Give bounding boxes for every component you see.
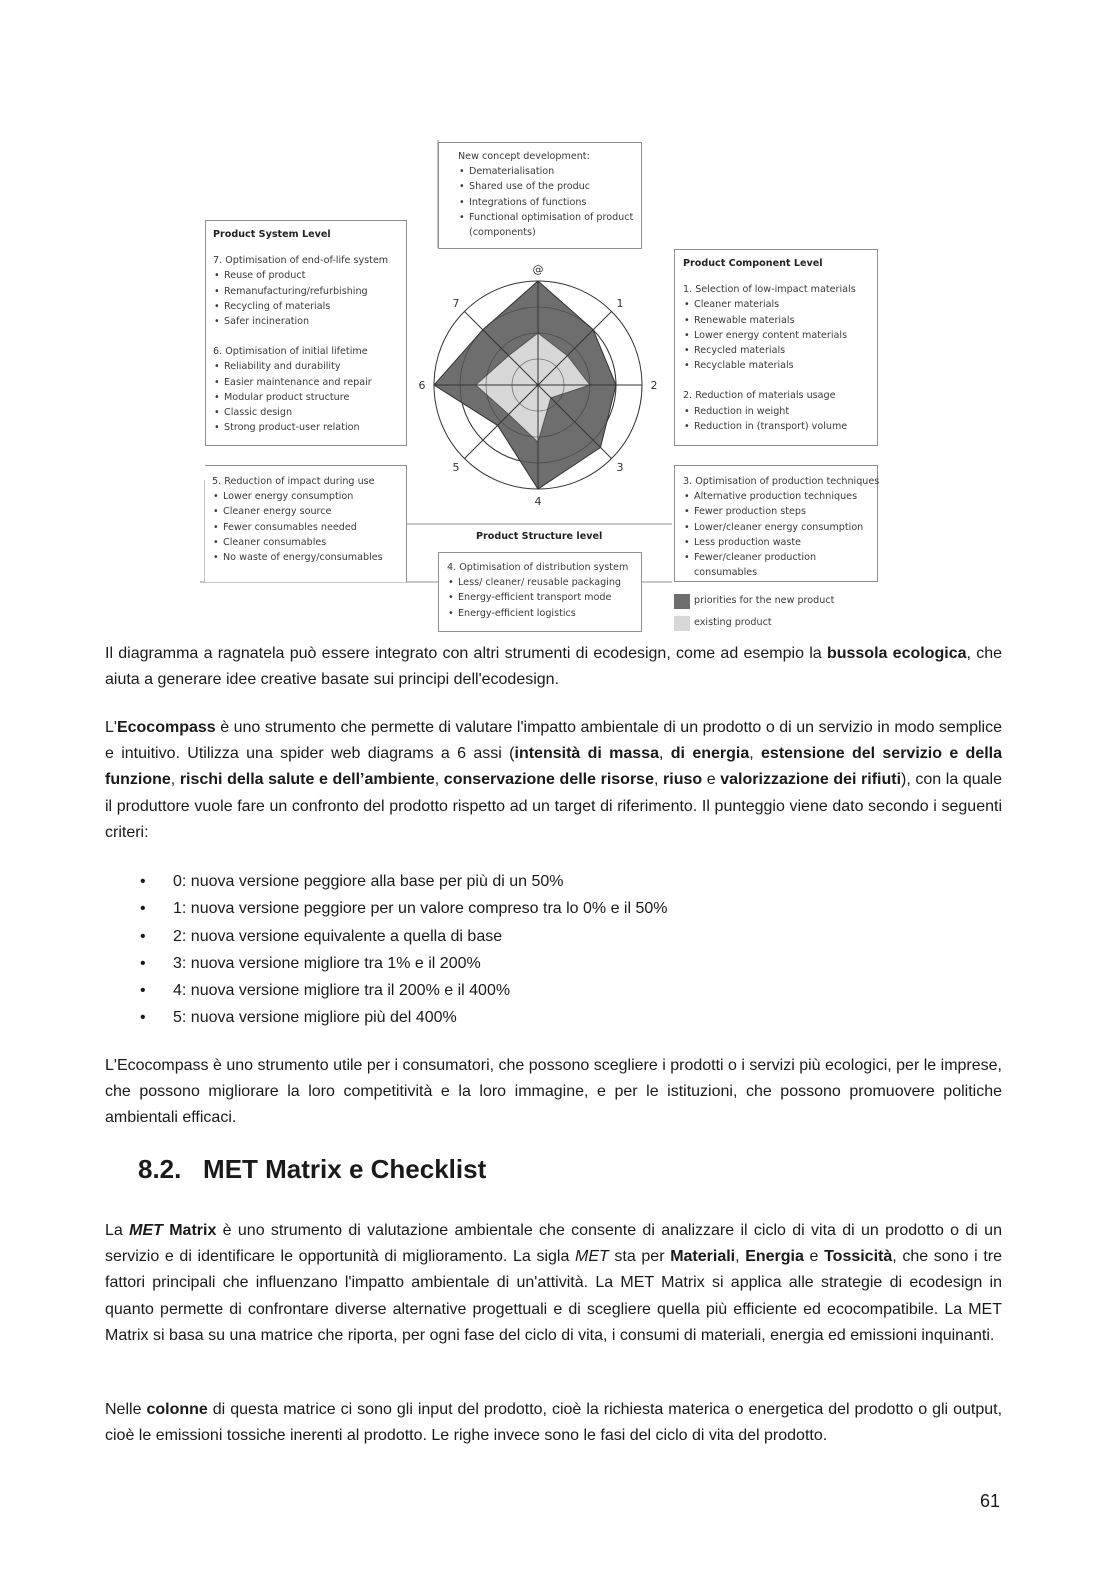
product-system-title: Product System Level	[213, 229, 331, 240]
text-run: e	[702, 771, 721, 789]
legend-swatch-new	[674, 594, 690, 609]
criteria-item: • 1: nuova versione peggiore per un valore compreso tra lo 0% e il 50%	[140, 895, 668, 922]
legend-label-new: priorities for the new product	[694, 595, 835, 606]
new-concept-item: • Shared use of the produc	[458, 179, 635, 194]
bold-run: Tossicità	[824, 1248, 893, 1266]
bold-run: Materiali	[670, 1248, 736, 1266]
paragraph-met-columns	[105, 1397, 1002, 1449]
bold-run: valorizzazione dei rifiuti	[720, 771, 902, 789]
group6-item: • Classic design	[213, 405, 400, 420]
use-impact-box	[205, 465, 407, 582]
bold-run: bussola ecologica	[826, 645, 967, 662]
group7-item: • Reuse of product	[213, 268, 400, 283]
group1-item: • Renewable materials	[683, 313, 871, 328]
paragraph-ecocompass-uses: L'Ecocompass è uno strumento utile per i consumatori, che possono scegliere i prodotti o i servizi più ecologici, per le imprese, che possono migliorare la loro competitività e la loro immagine, e per le istituzioni, che possono promuovere politiche ambientali efficaci.	[105, 1057, 1002, 1127]
bold-run: Matrix	[162, 1222, 217, 1239]
group3-title: 3. Optimisation of production techniques	[683, 476, 880, 487]
bold-run: di energia	[670, 745, 750, 763]
bold-run: Ecocompass	[116, 719, 216, 736]
production-box	[674, 465, 878, 582]
axis-label: 4	[534, 495, 542, 508]
group6-item: • Strong product-user relation	[213, 420, 400, 435]
group2-title: 2. Reduction of materials usage	[683, 390, 836, 402]
group5-item: • Cleaner energy source	[212, 504, 400, 519]
group6-title: 6. Optimisation of initial lifetime	[213, 346, 368, 358]
text-run: La	[105, 1222, 130, 1239]
group1-title: 1. Selection of low-impact materials	[683, 284, 856, 296]
group4-item: • Energy-efficient transport mode	[447, 590, 635, 605]
group5-item: • Fewer consumables needed	[212, 520, 400, 535]
text-run: ,	[653, 771, 664, 789]
bold-run: Energia	[745, 1248, 804, 1266]
axis-label: 6	[418, 379, 426, 392]
text-run: è uno strumento di valutazione ambientale che consente di analizzare il ciclo di vita di un prodotto o di un servizio e di identificare le opportunità di miglioramento. La sigla	[105, 1222, 1002, 1266]
group5-item: • No waste of energy/consumables	[212, 550, 400, 565]
bold-run: conservazione delle risorse	[443, 771, 654, 789]
group3-item: • Alternative production techniques	[683, 489, 871, 504]
group6-item: • Modular product structure	[213, 390, 400, 405]
bold-run: riuso	[663, 771, 703, 789]
text-run: è uno strumento che permette di valutare l'impatto ambientale di un prodotto o di un servizio in modo semplice e intuitivo. Utilizza una spider web diagrams a 6 assi (	[105, 719, 1002, 763]
lidi-spider-diagram	[200, 140, 890, 635]
text-run: sta per	[608, 1248, 671, 1266]
legend-label-existing: existing product	[694, 617, 772, 628]
text-run: Nelle	[105, 1401, 147, 1418]
new-concept-title: New concept development:	[458, 151, 590, 162]
product-system-box	[205, 220, 407, 446]
axis-label: 3	[616, 461, 624, 474]
group1-item: • Cleaner materials	[683, 297, 871, 312]
group1-item: • Recycled materials	[683, 343, 871, 358]
bold-run: estensione del servizio e della funzione	[105, 745, 1003, 789]
text-run: Il diagramma a ragnatela può essere integrato con altri strumenti di ecodesign, come ad esempio la	[105, 645, 827, 662]
paragraph-met-matrix	[105, 1218, 1002, 1349]
text-run: , che aiuta a generare idee creative basate sui principi dell'ecodesign.	[105, 645, 1002, 689]
group6-item: • Reliability and durability	[213, 359, 400, 374]
text-run: ,	[749, 745, 762, 763]
group3-item: • Fewer production steps	[683, 504, 871, 519]
new-concept-item: • Functional optimisation of product (components)	[458, 210, 635, 240]
group7-title: 7. Optimisation of end-of-life system	[213, 255, 389, 267]
group4-item: • Energy-efficient logistics	[447, 606, 635, 621]
new-concept-box	[438, 142, 642, 249]
product-component-title: Product Component Level	[683, 258, 823, 269]
group3-item: • Lower/cleaner energy consumption	[683, 520, 871, 535]
group7-item: • Recycling of materials	[213, 299, 400, 314]
bold-run: intensità di massa	[514, 745, 659, 763]
distribution-box	[438, 552, 642, 632]
criteria-item: • 0: nuova versione peggiore alla base per più di un 50%	[140, 868, 668, 895]
group1-item: • Recyclable materials	[683, 358, 871, 373]
group7-item: • Remanufacturing/refurbishing	[213, 284, 400, 299]
group4-title: 4. Optimisation of distribution system	[447, 562, 629, 573]
text-run: ), con la quale il produttore vuole fare un confronto del prodotto rispetto ad un target di riferimento. Il punteggio viene dato secondo i seguenti criteri:	[105, 771, 1002, 841]
criteria-item: • 3: nuova versione migliore tra 1% e il 200%	[140, 950, 668, 977]
text-run: ,	[170, 771, 180, 789]
group5-item: • Cleaner consumables	[212, 535, 400, 550]
text-run: L'	[105, 719, 117, 736]
group1-item: • Lower energy content materials	[683, 328, 871, 343]
product-component-box	[674, 249, 878, 446]
page-number: 61	[980, 1491, 1001, 1511]
group6-item: • Easier maintenance and repair	[213, 375, 400, 390]
group4-item: • Less/ cleaner/ reusable packaging	[447, 575, 635, 590]
axis-label: @	[532, 263, 544, 276]
spider-chart	[418, 260, 658, 510]
group3-item: • Less production waste	[683, 535, 871, 550]
bold-italic-run: MET	[129, 1222, 163, 1239]
text-run: ,	[659, 745, 671, 763]
group3-item: • Fewer/cleaner production consumables	[683, 550, 871, 580]
criteria-list	[140, 868, 668, 1032]
criteria-item: • 5: nuova versione migliore più del 400%	[140, 1004, 668, 1031]
paragraph-spider-integration	[105, 641, 1002, 693]
new-concept-item: • Dematerialisation	[458, 164, 635, 179]
italic-run: MET	[575, 1248, 609, 1266]
group2-item: • Reduction in (transport) volume	[683, 419, 871, 434]
bold-run: rischi della salute e dell’ambiente	[179, 771, 435, 789]
text-run: ,	[735, 1248, 746, 1266]
group2-item: • Reduction in weight	[683, 404, 871, 419]
text-run: , che sono i tre fattori principali che influenzano l'impatto ambientale di un'attività. La MET Matrix si applica alle strategie di ecodesign in quanto permette di confrontare diverse alternative progettuali e di scegliere quella più efficiente ed ecocompatibile. La MET Matrix si basa su una matrice che riporta, per ogni fase del ciclo di vita, i consumi di materiali, energia ed emissioni inquinanti.	[105, 1248, 1002, 1344]
text-run: e	[803, 1248, 825, 1266]
criteria-item: • 4: nuova versione migliore tra il 200% e il 400%	[140, 977, 668, 1004]
new-concept-item: • Integrations of functions	[458, 195, 635, 210]
group5-title: 5. Reduction of impact during use	[212, 476, 375, 487]
group7-item: • Safer incineration	[213, 314, 400, 329]
product-structure-title: Product Structure level	[476, 531, 603, 542]
axis-label: 5	[452, 461, 460, 474]
criteria-item: • 2: nuova versione equivalente a quella di base	[140, 923, 668, 950]
bold-run: colonne	[146, 1401, 208, 1418]
axis-label: 7	[452, 297, 460, 310]
paragraph-ecocompass	[105, 715, 1002, 846]
axis-label: 1	[616, 297, 624, 310]
group5-item: • Lower energy consumption	[212, 489, 400, 504]
text-run: ,	[434, 771, 444, 789]
axis-label: 2	[650, 379, 658, 392]
legend-swatch-existing	[674, 616, 690, 631]
section-heading: 8.2. MET Matrix e Checklist	[138, 1154, 487, 1184]
text-run: di questa matrice ci sono gli input del prodotto, cioè la richiesta materica o energetica del prodotto o gli output, cioè le emissioni tossiche inerenti al prodotto. Le righe invece sono le fasi del ciclo di vita del prodotto.	[105, 1401, 1003, 1445]
